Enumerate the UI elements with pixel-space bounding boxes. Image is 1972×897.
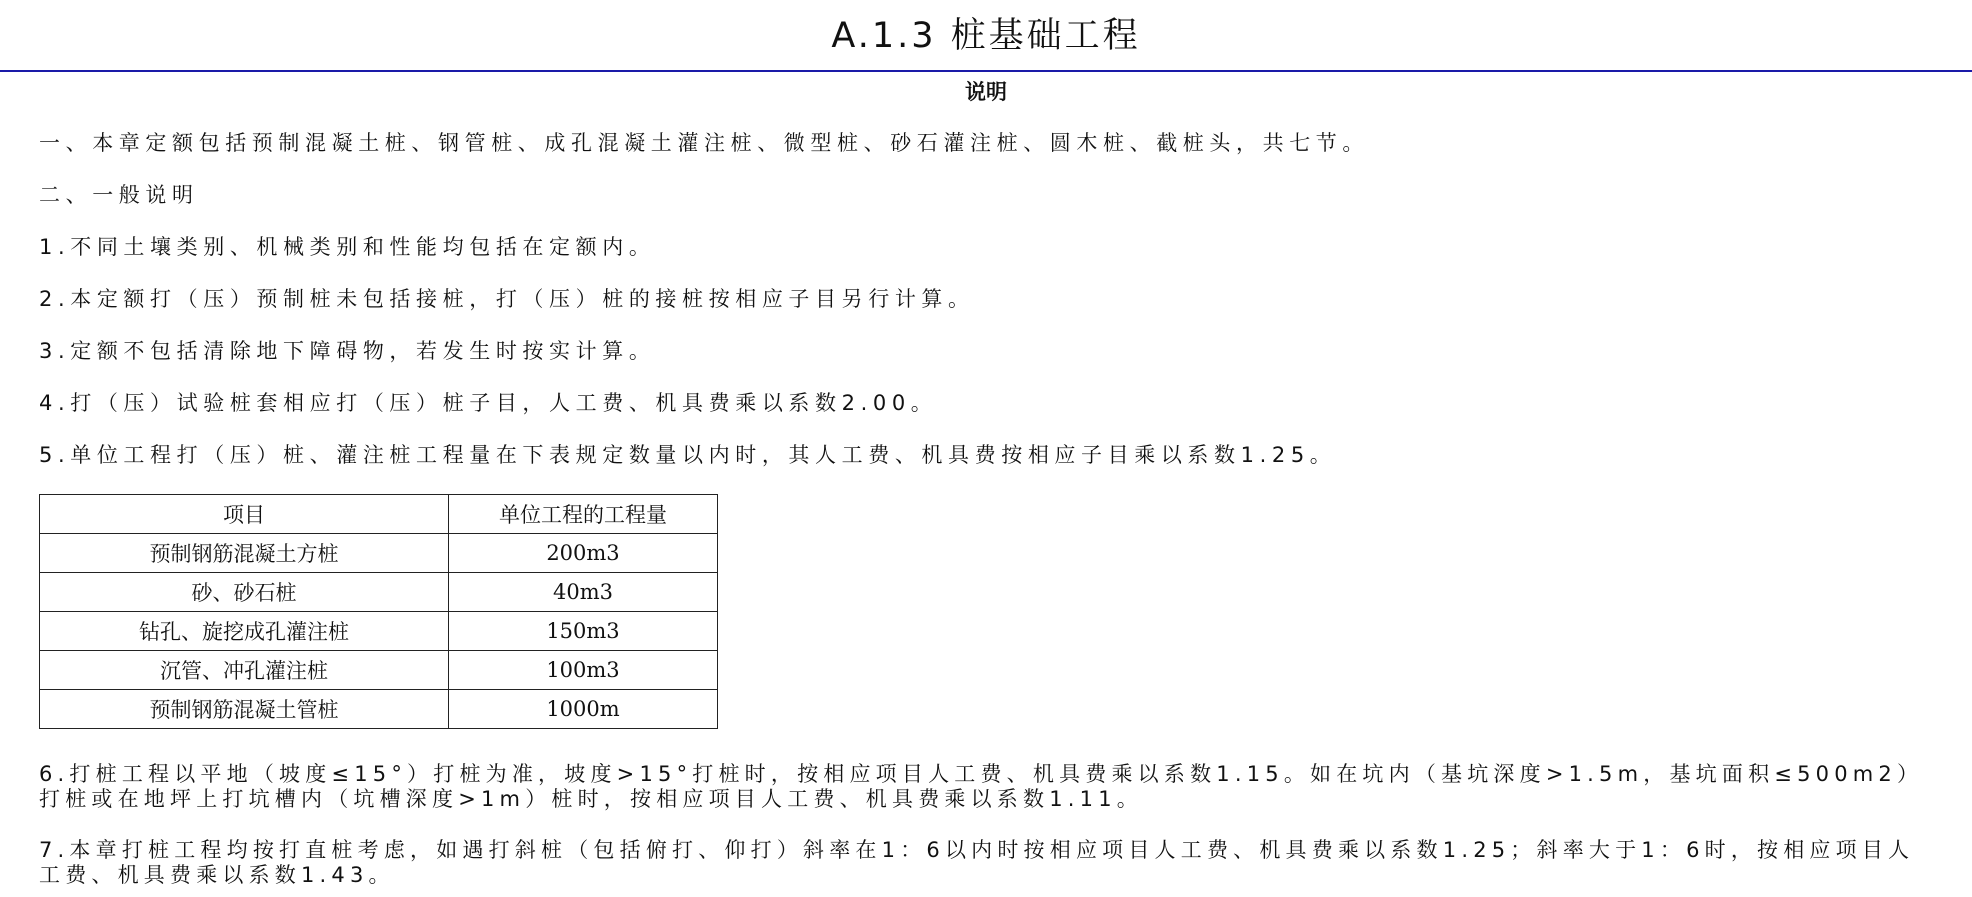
quantity-threshold-table bbox=[39, 494, 718, 729]
table-row bbox=[40, 690, 718, 729]
paragraph-general-heading: 二、一般说明 bbox=[39, 183, 199, 207]
table-cell-item: 预制钢筋混凝土管桩 bbox=[40, 690, 449, 729]
table-cell-quantity: 40m3 bbox=[449, 573, 718, 612]
section-subtitle: 说明 bbox=[965, 80, 1007, 104]
table-cell-quantity: 1000m bbox=[449, 690, 718, 729]
table-row bbox=[40, 573, 718, 612]
table-row bbox=[40, 651, 718, 690]
table-cell-item: 沉管、冲孔灌注桩 bbox=[40, 651, 449, 690]
paragraph-item-6: 6.打桩工程以平地（坡度≤15°）打桩为准，坡度>15°打桩时，按相应项目人工费、机具费乘以系数1.15。如在坑内（基坑深度>1.5m，基坑面积≤500m2）打桩或在地坪上打坑槽内（坑槽深度>1m）桩时，按相应项目人工费、机具费乘以系数1.11。 bbox=[39, 762, 1924, 811]
table-cell-item: 砂、砂石桩 bbox=[40, 573, 449, 612]
table-cell-quantity: 100m3 bbox=[449, 651, 718, 690]
table-header-quantity: 单位工程的工程量 bbox=[449, 495, 718, 534]
table-cell-item: 预制钢筋混凝土方桩 bbox=[40, 534, 449, 573]
table-cell-quantity: 200m3 bbox=[449, 534, 718, 573]
title-divider bbox=[0, 70, 1972, 72]
page-title: A.1.3 桩基础工程 bbox=[831, 16, 1141, 56]
table-row bbox=[40, 612, 718, 651]
table-header-item: 项目 bbox=[40, 495, 449, 534]
paragraph-item-3: 3.定额不包括清除地下障碍物，若发生时按实计算。 bbox=[39, 339, 656, 363]
paragraph-item-4: 4.打（压）试验桩套相应打（压）桩子目，人工费、机具费乘以系数2.00。 bbox=[39, 391, 938, 415]
paragraph-item-5: 5.单位工程打（压）桩、灌注桩工程量在下表规定数量以内时，其人工费、机具费按相应子目乘以系数1.25。 bbox=[39, 443, 1337, 467]
paragraph-item-7: 7.本章打桩工程均按打直桩考虑，如遇打斜桩（包括俯打、仰打）斜率在1：6以内时按相应项目人工费、机具费乘以系数1.25；斜率大于1：6时，按相应项目人工费、机具费乘以系数1.43。 bbox=[39, 838, 1915, 887]
table-cell-item: 钻孔、旋挖成孔灌注桩 bbox=[40, 612, 449, 651]
table-row bbox=[40, 534, 718, 573]
paragraph-item-1: 1.不同土壤类别、机械类别和性能均包括在定额内。 bbox=[39, 235, 656, 259]
paragraph-item-2: 2.本定额打（压）预制桩未包括接桩，打（压）桩的接桩按相应子目另行计算。 bbox=[39, 287, 975, 311]
table-header-row bbox=[40, 495, 718, 534]
paragraph-chapter-scope: 一、本章定额包括预制混凝土桩、钢管桩、成孔混凝土灌注桩、微型桩、砂石灌注桩、圆木桩、截桩头，共七节。 bbox=[39, 131, 1369, 155]
table-cell-quantity: 150m3 bbox=[449, 612, 718, 651]
